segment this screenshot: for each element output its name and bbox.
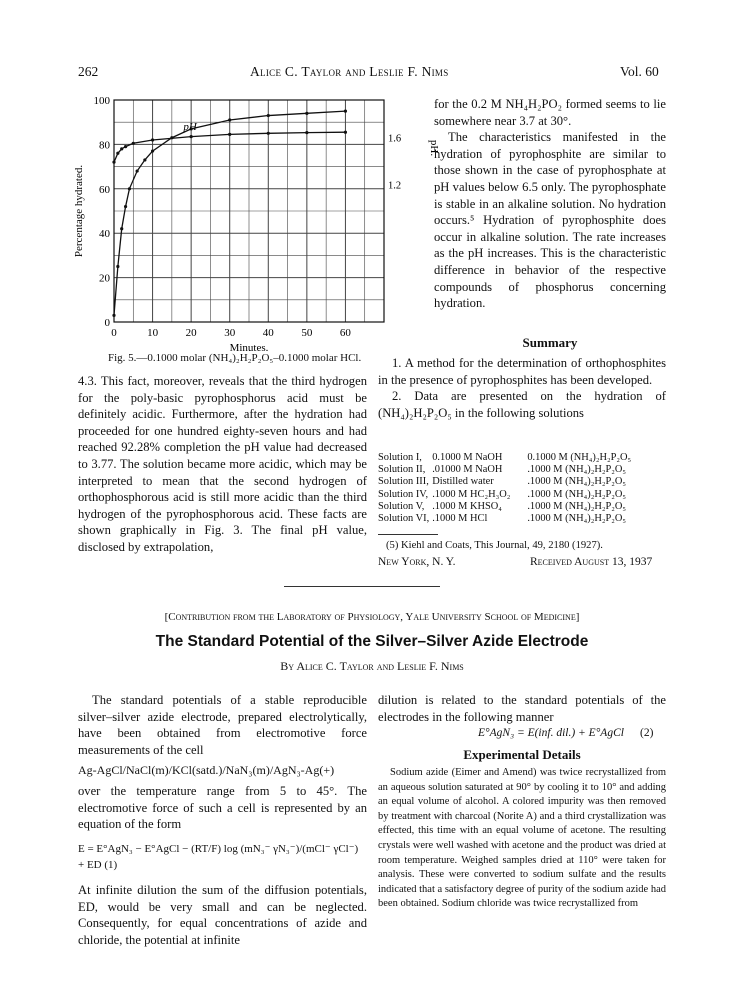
hydration-point: [305, 112, 308, 115]
equation-2: E°AgN₃ = E(inf. dil.) + E°AgCl: [478, 727, 624, 739]
hydration-point: [344, 110, 347, 113]
solution-name: Solution V,: [378, 500, 425, 512]
summary-block: [378, 355, 666, 421]
ph-point: [132, 142, 135, 145]
article2-left-column: [78, 692, 367, 948]
solution-row: [378, 501, 634, 513]
solution-row: [378, 464, 634, 476]
y-tick-label: 0: [104, 317, 110, 329]
diffusion-paragraph: At infinite dilution the sum of the diffusion potentials, ED, would be very small and can be neglected. Consequently, for equal concentrations of azide and chloride, the potential at infinite: [78, 882, 367, 947]
solution-reagent: .1000 M KHSO₄: [432, 500, 502, 512]
hydration-point: [112, 314, 115, 317]
hydration-point: [116, 265, 119, 268]
ph-paragraph: for the 0.2 M NH₄H₂PO₂ formed seems to lie somewhere near 3.7 at 30°.: [434, 97, 666, 128]
y2-tick-label: 1.2: [388, 180, 402, 192]
chart-svg: [64, 92, 440, 357]
ph-point: [190, 135, 193, 138]
article2-right-column: [378, 692, 666, 725]
contribution-line: [Contribution from the Laboratory of Physiology, Yale University School of Medicine]: [164, 611, 580, 623]
received-date: Received August 13, 1937: [530, 556, 653, 568]
ph-point: [124, 145, 127, 148]
solution-name: Solution VI,: [378, 513, 430, 525]
ph-point: [228, 133, 231, 136]
hydration-point: [124, 205, 127, 208]
experimental-heading: Experimental Details: [463, 747, 581, 762]
footnote-rule: [378, 534, 438, 535]
y-axis-label: Percentage hydrated.: [73, 164, 85, 258]
solution-salt: .1000 M (NH₄)₂H₂P₂O₅: [527, 500, 626, 512]
right-column-top: [434, 96, 666, 312]
ph-point: [116, 152, 119, 155]
solution-row: [378, 476, 634, 488]
article-title: The Standard Potential of the Silver–Silver Azide Electrode: [155, 633, 589, 650]
summary-heading: Summary: [522, 335, 578, 350]
x-tick-label: 0: [111, 327, 117, 339]
place-line: New York, N. Y.: [378, 556, 456, 568]
ph-point: [151, 138, 154, 141]
solution-reagent: .1000 M HC₂H₃O₂: [432, 488, 511, 500]
footnote: (5) Kiehl and Coats, This Journal, 49, 2180 (1927).: [386, 540, 603, 551]
ph-point: [120, 147, 123, 150]
y-tick-label: 100: [93, 95, 110, 107]
summary-item-1: 1. A method for the determination of orthophosphites in the presence of pyrophosphites has been developed.: [378, 356, 666, 387]
hydration-point: [136, 169, 139, 172]
equation-1: E = E°AgN₃ − E°AgCl − (RT/F) log (mN₃⁻ γN₃⁻)/(mCl⁻ γCl⁻) + ED (1): [78, 842, 359, 872]
ph-point: [112, 161, 115, 164]
x-tick-label: 60: [339, 327, 351, 339]
hydration-point: [228, 118, 231, 121]
solution-salt: .1000 M (NH₄)₂H₂P₂O₅: [527, 476, 626, 488]
solution-row: [378, 489, 634, 501]
solution-reagent: 0.1000 M NaOH: [432, 452, 503, 463]
byline: By Alice C. Taylor and Leslie F. Nims: [280, 659, 464, 673]
hydration-point: [267, 114, 270, 117]
solutions-table: [378, 452, 634, 525]
dilution-paragraph: dilution is related to the standard potentials of the electrodes in the following manner: [378, 693, 666, 724]
solution-reagent: .01000 M NaOH: [432, 464, 503, 476]
ph-point: [344, 131, 347, 134]
curve-label: pH: [183, 120, 197, 133]
solution-salt: .1000 M (NH₄)₂H₂P₂O₅: [527, 488, 626, 500]
solution-salt: 0.1000 M (NH₄)₂H₂P₂O₅: [527, 452, 632, 463]
left-column-text: [78, 373, 367, 556]
experimental-paragraph: Sodium azide (Eimer and Amend) was twice recrystallized from an aqueous solution saturated at 90° by cooling it to 10° and adding an equal volume of alcohol. A colored impurity was then removed by treatment with charcoal (Norite A) and a third crystallization was effected, this time with an equal volume of acetone. The resulting crystals were well washed with acetone and the product was dried at room temperature. Weighed samples dried at 110° were taken for analysis. These were converted to sodium sulfate and the results indicated that a satisfactory degree of purity of the sodium azide had been obtained. Sodium chloride was twice recrystallized from: [378, 767, 666, 910]
x-tick-label: 20: [185, 327, 197, 339]
temperature-paragraph: over the temperature range from 5 to 45°. The electromotive force of such a cell is represented by an equation of the form: [78, 783, 367, 832]
volume-label: Vol. 60: [620, 64, 659, 79]
ph-point: [267, 132, 270, 135]
cell-notation: Ag-AgCl/NaCl(m)/KCl(satd.)/NaN₃(m)/AgN₃-Ag(+): [78, 763, 335, 778]
running-title: Alice C. Taylor and Leslie F. Nims: [250, 64, 449, 79]
x-axis-label: Minutes.: [229, 342, 269, 354]
figure-caption: Fig. 5.—0.1000 molar (NH₄)₂H₂P₂O₅–0.1000 molar HCl.: [108, 352, 362, 364]
y-tick-label: 80: [99, 139, 110, 152]
solution-name: Solution III,: [378, 476, 429, 488]
y-tick-label: 20: [99, 272, 110, 285]
solution-name: Solution IV,: [378, 488, 429, 500]
summary-item-2: 2. Data are presented on the hydration of (NH₄)₂H₂P₂O₅ in the following solutions: [378, 389, 666, 420]
hydration-point: [128, 187, 131, 190]
y2-tick-label: 1.6: [388, 133, 402, 145]
intro-paragraph: The standard potentials of a stable reproducible silver–silver azide electrode, prepared electrolytically, have been obtained from electromotive force measurements of the cell: [78, 693, 367, 757]
x-tick-label: 40: [262, 327, 274, 339]
page-number: 262: [78, 64, 99, 79]
solution-salt: .1000 M (NH₄)₂H₂P₂O₅: [527, 513, 626, 525]
y2-axis-label: pH.: [428, 139, 440, 157]
characteristics-paragraph: The characteristics manifested in the hydration of pyrophosphite are similar to those shown in the case of pyrophosphate at pH values below 6.5 only. The pyrophosphate is stable in an alkaline solution. No hydration occurs.⁵ Hydration of pyrophosphite does occur in alkaline solution. The rate increases as the pH increases. This is the characteristic difference in behavior of the respective compounds of phosphorus concerning hydration.: [434, 130, 666, 311]
ph-point: [305, 131, 308, 134]
hydration-point: [151, 149, 154, 152]
solution-name: Solution II,: [378, 464, 426, 476]
x-tick-label: 50: [301, 327, 313, 339]
body-paragraph: 4.3. This fact, moreover, reveals that the third hydrogen for the poly-basic pyrophosphorus acid must be definitely acidic. Furthermore, after the hydration had proceeded for one hundred eighty-seven hours and had reached 92.28% completion the pH value had decreased to 3.77. The solution became more acidic, which may be interpreted to mean that the second hydrogen of orthophosphorous acid is still more acidic than the third hydrogen of the pyrophosphorous acid. These facts are shown graphically in Fig. 3. The final pH value, disclosed by extrapolation,: [78, 374, 367, 554]
y-tick-label: 60: [99, 183, 110, 196]
solution-row: [378, 513, 634, 525]
figure-5: [64, 92, 440, 357]
x-tick-label: 30: [224, 327, 236, 339]
hydration-point: [143, 158, 146, 161]
solution-salt: .1000 M (NH₄)₂H₂P₂O₅: [527, 464, 626, 476]
solution-reagent: .1000 M HCl: [432, 513, 488, 525]
article-divider: [284, 586, 440, 587]
y-tick-label: 40: [99, 228, 110, 241]
hydration-point: [120, 227, 123, 230]
solution-name: Solution I,: [378, 452, 422, 463]
solution-row: [378, 452, 634, 464]
equation-2-number: (2): [640, 727, 654, 739]
x-tick-label: 10: [147, 327, 159, 339]
solution-reagent: Distilled water: [432, 476, 494, 488]
